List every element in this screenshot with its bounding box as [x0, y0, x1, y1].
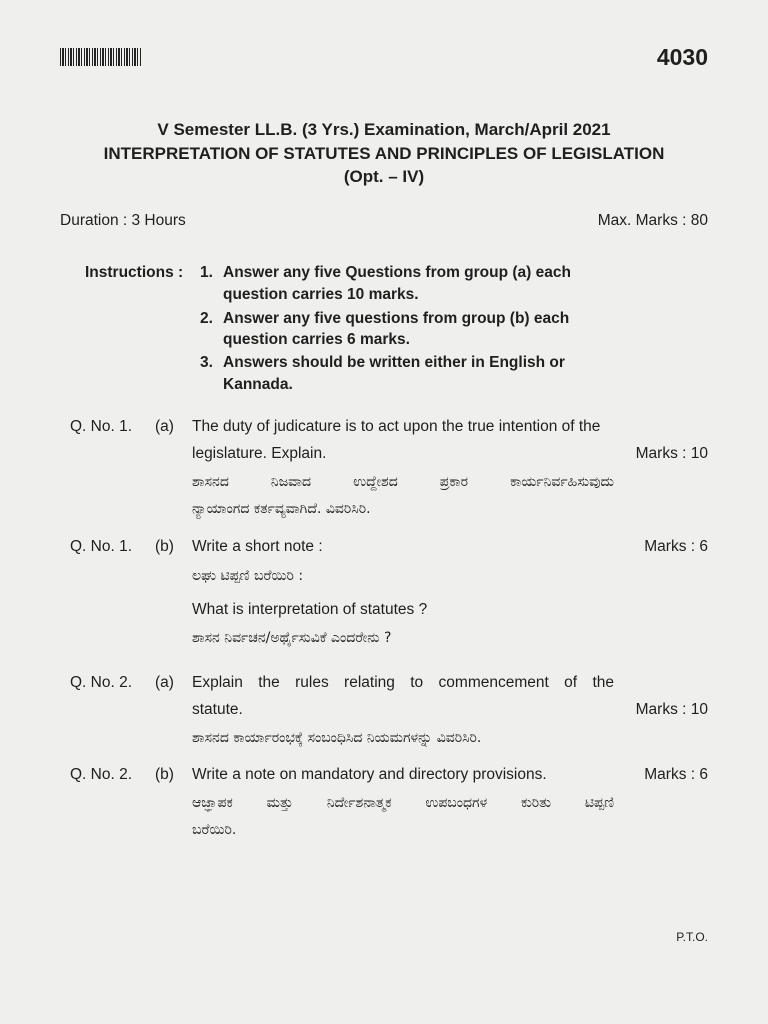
question-marks: Marks : 6: [644, 538, 708, 555]
subject-title: INTERPRETATION OF STATUTES AND PRINCIPLES OF LEGISLATION: [103, 144, 665, 163]
instruction-text: question carries 10 marks.: [223, 286, 419, 303]
paper-code: 4030: [656, 44, 708, 70]
question-number: Q. No. 2.: [70, 766, 133, 783]
instruction-text: Answer any five questions from group (b) each: [223, 310, 570, 327]
instruction-num: 3.: [200, 354, 213, 371]
question-text-kannada: ಬರೆಯಿರಿ.: [192, 822, 237, 838]
question-text: The duty of judicature is to act upon the true intention of the: [192, 418, 601, 435]
question-text: Write a note on mandatory and directory provisions.: [192, 766, 547, 783]
duration: Duration : 3 Hours: [60, 212, 186, 229]
instruction-num: 2.: [200, 310, 213, 327]
question-text-kannada: ಶಾಸನದ ನಿಜವಾದ ಉದ್ದೇಶದ ಪ್ರಕಾರ ಕಾರ್ಯನಿರ್ವಹಿಸುವುದು: [192, 474, 614, 490]
question-marks: Marks : 10: [635, 445, 708, 462]
question-number: Q. No. 1.: [70, 418, 133, 435]
instructions-label: Instructions :: [85, 264, 184, 281]
question-text: Write a short note :: [192, 538, 323, 555]
option-label: (Opt. – IV): [343, 167, 425, 186]
question-text-kannada: ಶಾಸನದ ಕಾರ್ಯಾರಂಭಕ್ಕೆ ಸಂಬಂಧಿಸಿದ ನಿಯಮಗಳನ್ನು ವಿವರಿಸಿರಿ.: [192, 730, 482, 746]
instruction-num: 1.: [200, 264, 213, 281]
question-text: What is interpretation of statutes ?: [192, 601, 428, 618]
instruction-text: Answer any five Questions from group (a) each: [223, 264, 571, 281]
question-part: (b): [155, 538, 174, 555]
pto-label: P.T.O.: [676, 930, 708, 944]
question-text-kannada: ಲಘು ಟಿಪ್ಪಣಿ ಬರೆಯಿರಿ :: [192, 568, 304, 584]
question-part: (b): [155, 766, 174, 783]
question-text: legislature. Explain.: [192, 445, 327, 462]
barcode: [60, 48, 142, 66]
question-marks: Marks : 6: [644, 766, 708, 783]
question-text: Explain the rules relating to commencement of the: [192, 674, 614, 691]
question-part: (a): [155, 674, 174, 691]
max-marks: Max. Marks : 80: [597, 212, 708, 229]
question-part: (a): [155, 418, 174, 435]
question-text-kannada: ಆಜ್ಞಾಪಕ ಮತ್ತು ನಿರ್ದೇಶನಾತ್ಮಕ ಉಪಬಂಧಗಳ ಕುರಿತು ಟಿಪ್ಪಣಿ: [192, 795, 614, 811]
instruction-text: Kannada.: [223, 376, 293, 393]
question-text-kannada: ಶಾಸನ ನಿರ್ವಚನ/ಅರ್ಥೈಸುವಿಕೆ ಎಂದರೇನು ?: [192, 630, 392, 646]
question-number: Q. No. 1.: [70, 538, 133, 555]
instruction-text: Answers should be written either in English or: [223, 354, 565, 371]
question-marks: Marks : 10: [635, 701, 708, 718]
question-number: Q. No. 2.: [70, 674, 133, 691]
instruction-text: question carries 6 marks.: [223, 331, 410, 348]
question-text: statute.: [192, 701, 243, 718]
question-text-kannada: ನ್ಯಾಯಾಂಗದ ಕರ್ತವ್ಯವಾಗಿದೆ. ವಿವರಿಸಿರಿ.: [192, 501, 371, 517]
exam-title: V Semester LL.B. (3 Yrs.) Examination, March/April 2021: [157, 120, 611, 139]
